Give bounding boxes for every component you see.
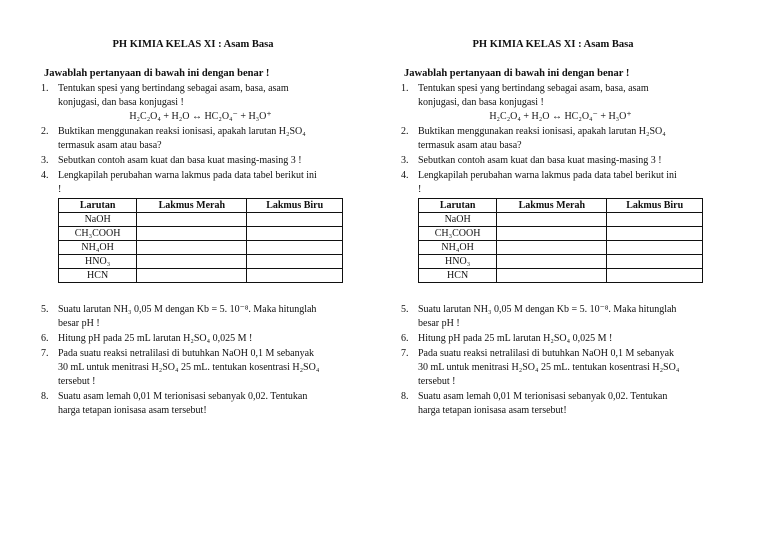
instructions: Jawablah pertanyaan di bawah ini dengan benar ! (404, 68, 630, 79)
cell-solution: CH₃COOH (59, 227, 137, 241)
question-text: ! (58, 184, 62, 195)
question-number: 6. (41, 333, 49, 344)
question-number: 8. (401, 391, 409, 402)
table-row (59, 269, 343, 283)
table-row (419, 213, 703, 227)
cell-red-litmus (137, 227, 247, 241)
question-text: harga tetapan ionisasa asam tersebut! (418, 405, 567, 416)
question-text: termasuk asam atau basa? (58, 140, 162, 151)
col-header-lakmus-biru: Lakmus Biru (247, 199, 343, 213)
question-number: 4. (41, 170, 49, 181)
cell-solution: NaOH (59, 213, 137, 227)
question-number: 1. (41, 83, 49, 94)
cell-blue-litmus (607, 241, 703, 255)
worksheet-title: PH KIMIA KELAS XI : Asam Basa (472, 39, 634, 50)
question-text: Suatu asam lemah 0,01 M terionisasi sebanyak 0,02. Tentukan (418, 391, 668, 402)
cell-red-litmus (497, 241, 607, 255)
cell-blue-litmus (247, 213, 343, 227)
question-number: 2. (401, 126, 409, 137)
question-number: 8. (41, 391, 49, 402)
cell-solution: HCN (419, 269, 497, 283)
cell-blue-litmus (247, 241, 343, 255)
question-text: Sebutkan contoh asam kuat dan basa kuat masing-masing 3 ! (58, 155, 302, 166)
cell-blue-litmus (607, 213, 703, 227)
question-text: Pada suatu reaksi netralilasi di butuhkan NaOH 0,1 M sebanyak (58, 348, 315, 359)
question-text: Pada suatu reaksi netralilasi di butuhkan NaOH 0,1 M sebanyak (418, 348, 675, 359)
cell-red-litmus (137, 255, 247, 269)
question-number: 5. (401, 304, 409, 315)
question-number: 4. (401, 170, 409, 181)
question-text: Suatu larutan NH₃ 0,05 M dengan Kb = 5. 10⁻⁸. Maka hitunglah (58, 304, 317, 315)
chemical-equation: H₂C₂O₄ + H₂O ↔ HC₂O₄⁻ + H₃O⁺ (489, 111, 632, 122)
question-text: 30 mL untuk menitrasi H₂SO₄ 25 mL. tentukan kosentrasi H₂SO₄ (418, 362, 680, 373)
cell-blue-litmus (607, 269, 703, 283)
cell-blue-litmus (247, 227, 343, 241)
worksheet-title: PH KIMIA KELAS XI : Asam Basa (112, 39, 274, 50)
cell-red-litmus (497, 227, 607, 241)
cell-red-litmus (497, 213, 607, 227)
question-text: termasuk asam atau basa? (418, 140, 522, 151)
table-row (419, 269, 703, 283)
cell-solution: NH₄OH (59, 241, 137, 255)
table-row (419, 255, 703, 269)
col-header-lakmus-merah: Lakmus Merah (137, 199, 247, 213)
question-text: konjugasi, dan basa konjugasi ! (418, 97, 544, 108)
cell-blue-litmus (607, 227, 703, 241)
cell-solution: NaOH (419, 213, 497, 227)
question-number: 3. (41, 155, 49, 166)
question-number: 3. (401, 155, 409, 166)
question-number: 6. (401, 333, 409, 344)
cell-solution: CH₃COOH (419, 227, 497, 241)
question-text: 30 mL untuk menitrasi H₂SO₄ 25 mL. tentukan kosentrasi H₂SO₄ (58, 362, 320, 373)
col-header-larutan: Larutan (419, 199, 497, 213)
question-text: harga tetapan ionisasa asam tersebut! (58, 405, 207, 416)
litmus-table (418, 198, 703, 283)
cell-red-litmus (137, 213, 247, 227)
cell-red-litmus (497, 255, 607, 269)
table-row (59, 241, 343, 255)
question-text: Sebutkan contoh asam kuat dan basa kuat masing-masing 3 ! (418, 155, 662, 166)
table-row (59, 227, 343, 241)
question-text: ! (418, 184, 422, 195)
table-row (59, 255, 343, 269)
question-text: besar pH ! (418, 318, 460, 329)
cell-red-litmus (137, 269, 247, 283)
question-text: Tentukan spesi yang bertindang sebagai asam, basa, asam (58, 83, 289, 94)
question-text: Suatu asam lemah 0,01 M terionisasi sebanyak 0,02. Tentukan (58, 391, 308, 402)
instructions: Jawablah pertanyaan di bawah ini dengan benar ! (44, 68, 270, 79)
question-text: besar pH ! (58, 318, 100, 329)
question-text: Buktikan menggunakan reaksi ionisasi, apakah larutan H₂SO₄ (58, 126, 306, 137)
question-text: Hitung pH pada 25 mL larutan H₂SO₄ 0,025 M ! (418, 333, 613, 344)
litmus-table (58, 198, 343, 283)
cell-solution: HCN (59, 269, 137, 283)
question-number: 7. (401, 348, 409, 359)
col-header-lakmus-merah: Lakmus Merah (497, 199, 607, 213)
chemical-equation: H₂C₂O₄ + H₂O ↔ HC₂O₄⁻ + H₃O⁺ (129, 111, 272, 122)
col-header-lakmus-biru: Lakmus Biru (607, 199, 703, 213)
cell-blue-litmus (247, 255, 343, 269)
cell-blue-litmus (607, 255, 703, 269)
question-number: 1. (401, 83, 409, 94)
question-text: Lengkapilah perubahan warna lakmus pada data tabel berikut ini (418, 170, 677, 181)
col-header-larutan: Larutan (59, 199, 137, 213)
question-text: Tentukan spesi yang bertindang sebagai asam, basa, asam (418, 83, 649, 94)
question-text: konjugasi, dan basa konjugasi ! (58, 97, 184, 108)
question-number: 5. (41, 304, 49, 315)
cell-solution: HNO₃ (59, 255, 137, 269)
cell-blue-litmus (247, 269, 343, 283)
question-text: Lengkapilah perubahan warna lakmus pada data tabel berikut ini (58, 170, 317, 181)
cell-solution: NH₄OH (419, 241, 497, 255)
cell-red-litmus (137, 241, 247, 255)
cell-red-litmus (497, 269, 607, 283)
cell-solution: HNO₃ (419, 255, 497, 269)
question-number: 2. (41, 126, 49, 137)
question-text: tersebut ! (418, 376, 456, 387)
question-text: Hitung pH pada 25 mL larutan H₂SO₄ 0,025 M ! (58, 333, 253, 344)
question-text: Buktikan menggunakan reaksi ionisasi, apakah larutan H₂SO₄ (418, 126, 666, 137)
question-text: tersebut ! (58, 376, 96, 387)
table-row (419, 227, 703, 241)
question-text: Suatu larutan NH₃ 0,05 M dengan Kb = 5. 10⁻⁸. Maka hitunglah (418, 304, 677, 315)
table-row (59, 213, 343, 227)
question-number: 7. (41, 348, 49, 359)
table-row (419, 241, 703, 255)
